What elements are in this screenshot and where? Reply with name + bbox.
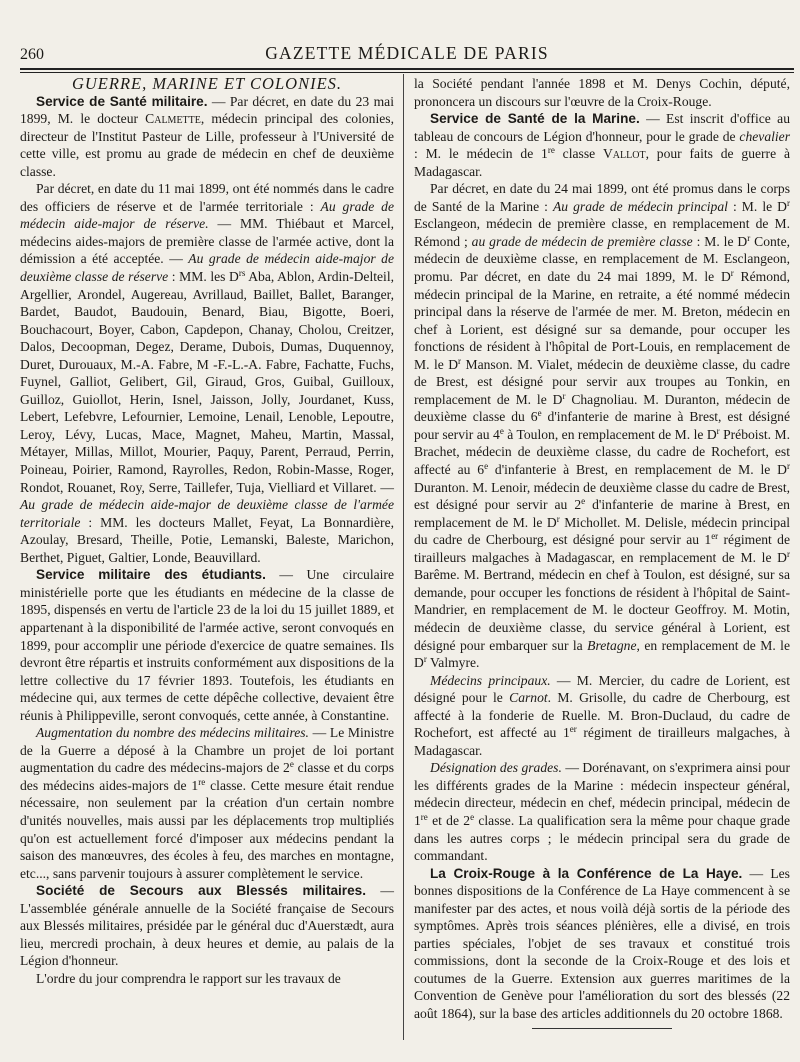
paragraph-heading: Service de Santé de la Marine. — [430, 111, 640, 127]
paragraph-text: classe — [554, 146, 603, 162]
paragraph-text: Manson. M. Vialet, médecin de deuxième classe, du cadre de Brest, est désigné pour servir aux troupes au Tonkin, en remplacement de M. le D — [414, 356, 790, 407]
paragraph-text: : MM. les D — [168, 269, 239, 285]
paragraph-text: , médecin principal des colonies, directeur de l'Institut Pasteur de Lille, professeur à l'Université de cette ville, est promu au grade de médecin en chef de deuxième classe. — [20, 111, 394, 179]
paragraph-text: : M. le D — [692, 233, 748, 249]
paragraph-service-sante-militaire — [20, 93, 394, 181]
paragraph-augmentation-medecins — [20, 724, 394, 882]
paragraph-text: , pour faits de guerre à Madagascar. — [414, 146, 790, 179]
superscript: r — [747, 232, 751, 243]
paragraph-text: d'infanterie à Brest, en remplacement de M. le D — [488, 462, 787, 478]
superscript: e — [470, 811, 475, 822]
superscript: e — [499, 425, 504, 436]
paragraph-text: Par décret, en date du 11 mai 1899, ont été nommés dans le cadre des officiers de réserve et de l'armée territoriale : — [20, 181, 394, 214]
end-rule — [532, 1028, 672, 1029]
superscript: er — [711, 531, 719, 542]
italic-text: chevalier — [739, 128, 790, 144]
paragraph-text: la Société pendant l'année 1898 et M. Denys Cochin, député, prononcera un discours sur l'œuvre de la Croix-Rouge. — [414, 76, 790, 109]
paragraph-text: Michollet. M. Delisle, médecin principal du cadre de Cherbourg, est désigné pour servir au 1 — [414, 514, 791, 548]
superscript: r — [787, 548, 790, 559]
superscript: r — [562, 390, 566, 401]
superscript: r — [716, 425, 720, 436]
paragraph-text: — M. Mercier, du cadre de Lorient, est désigné pour le — [414, 672, 790, 706]
paragraph-medecins-principaux — [414, 672, 790, 760]
italic-text: Carnot — [509, 690, 548, 706]
paragraph-text: — Par décret, en date du 23 mai 1899, M. le docteur — [20, 93, 394, 127]
person-name: Calmette — [145, 111, 201, 127]
paragraph-text: Par décret, en date du 24 mai 1899, ont été promus dans le corps de Santé de la Marine : — [414, 181, 790, 214]
italic-text: Au grade de médecin aide-major de deuxième classe de réserve — [20, 251, 394, 285]
paragraph-text: . M. Grisolle, du cadre de Cherbourg, est affecté à la fonderie de Ruelle. M. Bron-Duclaud, du cadre de Rochefort, est affecté au 1 — [414, 690, 790, 741]
paragraph-nominations-reserve — [20, 180, 394, 566]
paragraph-text: d'infanterie de marine à Brest, est désigné pour servir au 4 — [414, 409, 791, 442]
paragraph-text: régiment de tirailleurs malgaches à Madagascar, en remplacement de M. le D — [414, 532, 790, 565]
superscript: er — [569, 724, 577, 735]
italic-text: Au grade de médecin aide-major de réserve. — [20, 198, 394, 232]
superscript: r — [787, 197, 790, 208]
paragraph-text: : M. le D — [727, 198, 787, 214]
paragraph-text: — Une circulaire ministérielle porte que les étudiants en médecine de la classe de 1895, dispensés en vertu de l'article 23 de la loi du 15 juillet 1889, et appartenant à la disponibilité de l'armée active, seront convoqués en 1899, pour accomplir une période d'exercice de quatre semaines. Ils devront être répartis et instruits conformément aux dispositions de la lettre collective du 17 février 1893. Toutefois, les étudiants en médecine qui, aux termes de cette dépêche collective, devaient être réunis à Philippeville, seront convoqués, cette année, à Constantine. — [20, 567, 394, 723]
paragraph-designation-grades — [414, 759, 790, 864]
paragraph-text: Valmyre. — [426, 655, 480, 671]
paragraph-text: régiment de tirailleurs malgaches, à Madagascar. — [414, 725, 791, 758]
paragraph-text: — L'assemblée générale annuelle de la Société française de Secours aux Blessés militaires, présidée par le général duc d'Auerstædt, aura lieu, mercredi prochain, à deux heures et demie, au palais de la Légion d'honneur. — [20, 883, 394, 969]
paragraph-heading: Société de Secours aux Blessés militaires. — [36, 883, 366, 899]
paragraph-heading: Désignation des grades. — [430, 760, 562, 776]
paragraph-societe-secours — [20, 882, 394, 970]
paragraph-text: : M. le médecin de 1 — [414, 146, 548, 162]
paragraph-text: Esclangeon, médecin de première classe, en remplacement de M. Rémond ; — [414, 216, 790, 249]
paragraph-service-etudiants — [20, 566, 394, 724]
superscript: r — [458, 355, 462, 366]
paragraph-heading: Médecins principaux. — [430, 672, 551, 688]
paragraph-text: : MM. les docteurs Mallet, Feyat, La Bonnardière, Azoulay, Bresard, Theille, Potie, Lemanski, Baleste, Marichon, Berthet, Piguet, Galtier, Londe, Beauvillard. — [20, 514, 394, 565]
paragraph-text: — Est inscrit d'office au tableau de concours de Légion d'honneur, pour le grade de — [414, 111, 790, 144]
page-number: 260 — [20, 46, 44, 63]
italic-text: Au grade de médecin principal — [552, 198, 728, 214]
running-title: GAZETTE MÉDICALE DE PARIS — [265, 43, 549, 63]
paragraph-text: Rémond, médecin principal de la Marine, en retraite, a été nommé médecin principal dans la réserve de l'armée de mer. M. Breton, médecin en chef à Lorient, est désigné sur sa demande, pour occuper les fonctions de résident à l'hôpital de Port-Louis, en remplacement de M. le D — [414, 269, 790, 372]
superscript: e — [484, 461, 489, 472]
paragraph-text: , en remplacement de M. le D — [414, 637, 790, 671]
right-column — [414, 75, 790, 1029]
superscript: re — [198, 776, 206, 787]
superscript: e — [289, 759, 294, 770]
column-divider — [403, 74, 404, 1040]
paragraph-croix-rouge-la-haye — [414, 865, 790, 1023]
italic-text: Bretagne — [587, 637, 637, 653]
paragraph-text: et de 2 — [427, 812, 471, 828]
superscript: re — [547, 145, 555, 156]
paragraph-text: d'infanterie de marine à Brest, en remplacement de M. le D — [414, 497, 790, 530]
superscript: e — [537, 408, 542, 419]
paragraph-text: Chagnoliau. M. Duranton, médecin de deuxième classe du 6 — [414, 391, 790, 425]
paragraph-heading: La Croix-Rouge à la Conférence de La Haye. — [430, 865, 743, 881]
paragraph-text: — MM. Thiébaut et Marcel, médecins aides-majors de première classe de l'armée active, dont la démission a été acceptée. — — [20, 216, 394, 267]
left-column — [20, 75, 394, 987]
paragraph-continuation — [414, 75, 790, 110]
superscript: r — [730, 268, 734, 279]
superscript: r — [423, 654, 427, 665]
paragraph-ordre-du-jour — [20, 970, 394, 988]
section-title: GUERRE, MARINE ET COLONIES. — [71, 74, 343, 93]
paragraph-text: L'ordre du jour comprendra le rapport sur les travaux de — [36, 970, 341, 986]
paragraph-heading: Service militaire des étudiants. — [36, 567, 266, 583]
header-rule-thin — [20, 72, 794, 73]
page-header — [20, 40, 794, 66]
paragraph-service-sante-marine — [414, 110, 790, 180]
superscript: re — [420, 811, 428, 822]
paragraph-text: — Le Ministre de la Guerre a déposé à la Chambre un projet de loi portant augmentation du cadre des médecins-majors de 2 — [20, 725, 394, 776]
italic-text: Au grade de médecin aide-major de deuxième classe de l'armée territoriale — [20, 497, 394, 530]
paragraph-text: classe et du corps des médecins aides-majors de 1 — [20, 760, 394, 793]
paragraph-heading: Service de Santé militaire. — [36, 93, 208, 109]
superscript: rs — [238, 268, 246, 279]
paragraph-text: Barême. M. Bertrand, médecin en chef à Toulon, est désigné, sur sa demande, pour occuper les fonctions de résident à l'hôpital de Saint-Mandrier, en remplacement de M. le docteur Geoffroy. M. Motin, médecin de deuxième classe, du service général à Lorient, est désigné pour embarquer sur la — [414, 567, 790, 653]
paragraph-text: classe. La qualification sera la même pour chaque grade dans les autres corps ; le médecin principal sera du grade de commandant. — [414, 812, 790, 864]
paragraph-text: Conte, médecin de deuxième classe, en remplacement de M. Esclangeon, promu. Par décret, en date du 24 mai 1899, M. le D — [414, 233, 791, 285]
paragraph-text: — Dorénavant, on s'exprimera ainsi pour les différents grades de la Marine : médecin inspecteur général, médecin directeur, médecin en chef, médecin principal, médecin de 1 — [414, 760, 790, 828]
person-name: Vallot — [602, 146, 646, 162]
superscript: r — [786, 461, 790, 472]
paragraph-text: classe. Cette mesure était rendue nécessaire, non seulement par la création d'un certain nombre d'unités nouvelles, mais aussi par les déplacements trop multipliés qu'on est actuellement forcé d'imposer aux médecins pendant la saison des manœuvres, des écoles à feu, des marches en montagne, etc..., sans parvenir toujours à assurer complètement le service. — [20, 777, 394, 881]
paragraph-text: Préboist. M. Brachet, médecin de deuxième classe, du cadre de Rochefort, est affecté au 6 — [414, 426, 790, 478]
paragraph-heading: Augmentation du nombre des médecins militaires. — [36, 725, 309, 741]
paragraph-text: Duranton. M. Lenoir, médecin de deuxième classe du cadre de Brest, est désigné pour servir au 2 — [414, 479, 790, 513]
italic-text: au grade de médecin de première classe — [471, 233, 693, 249]
paragraph-text: — Les bonnes dispositions de la Conférence de La Haye commencent à se manifester par des actes, et nous voilà déjà sortis de la période des symptômes. Après trois séances plénières, elle a divisé, en trois parties spéciales, l'objet de ses travaux et constitué trois commissions, dont la seconde de la Croix-Rouge et des lois et coutumes de la Guerre. Extension aux guerres maritimes de la Convention de Genève pour l'amélioration du sort des blessés (22 août 1864), sur la base des articles additionnels du 20 octobre 1868. — [414, 865, 790, 1021]
superscript: r — [556, 513, 560, 524]
paragraph-text: Aba, Ablon, Ardin-Delteil, Argellier, Arondel, Augereau, Avrillaud, Baillet, Ballet, Baranger, Bardet, Baudot, Baudouin, Benard, Biau, Bigotte, Boeri, Bouchacourt, Boyer, Cabon, Capdepon, Chanay, Cholou, Creitzer, Dalos, Decoopman, Degez, Derame, Dubois, Dumas, Duquennoy, Duret, Durouaux, M.-A. Fabre, M -F.-L.-A. Fabre, Fachatte, Fuchs, Fuynel, Galliot, Gelibert, Gil, Giraud, Gros, Guibal, Guilloux, Guilloz, Guiollot, Herin, Isnel, Jaisson, Jolly, Jourdanet, Kuss, Lebert, Lefebvre, Lefournier, Lemoine, Lenail, Lenoble, Lepoutre, Leroy, Lévy, Lucas, Mace, Magnet, Maheu, Martin, Massal, Métayer, Millas, Millot, Mourier, Paquy, Parent, Perraud, Perrin, Poineau, Poirier, Ramond, Rayrolles, Redon, Robin-Masse, Roger, Rondot, Rouanet, Roy, Serre, Taillefer, Tuja, Vielliard et Villaret. — — [20, 269, 394, 495]
header-rule-thick — [20, 68, 794, 70]
paragraph-text: à Toulon, en remplacement de M. le D — [503, 426, 717, 442]
superscript: e — [581, 496, 586, 507]
paragraph-promotions-marine — [414, 180, 790, 671]
